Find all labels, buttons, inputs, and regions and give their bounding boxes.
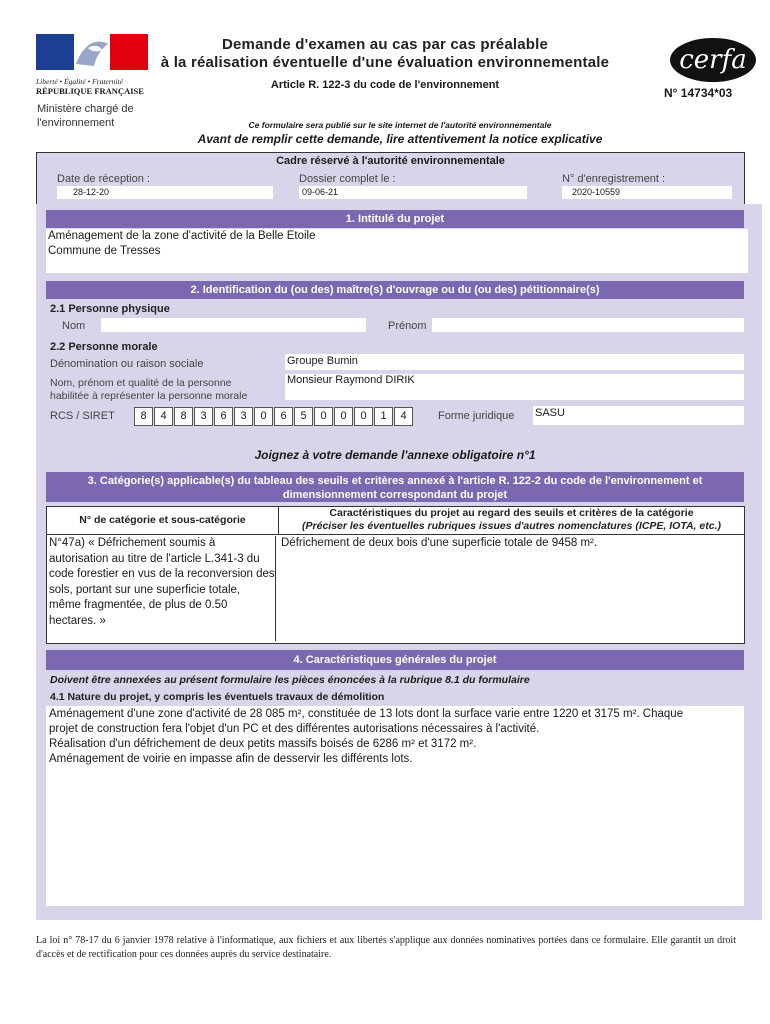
- project-title-line2: Commune de Tresses: [48, 245, 161, 257]
- form-title-line1: Demande d'examen au cas par cas préalable: [221, 36, 549, 53]
- project-nature-field[interactable]: [46, 706, 744, 906]
- category-cell[interactable]: N°47a) « Défrichement soumis à autorisation au titre de l'article L.341-3 du code forestier en vus de la reconversion des sols, portant sur une superficie totale, même fragmentée, de plus de 0.50 hectares. »: [49, 536, 276, 641]
- section1-header: 1. Intitulé du projet: [46, 210, 744, 228]
- reception-date-label: Date de réception :: [57, 173, 150, 185]
- logo-republic: RÉPUBLIQUE FRANÇAISE: [36, 86, 144, 96]
- siret-digit-box[interactable]: 5: [294, 407, 313, 426]
- denomination-label: Dénomination ou raison sociale: [50, 358, 204, 370]
- legal-form-field[interactable]: SASU: [533, 406, 744, 425]
- characteristics-cell[interactable]: Défrichement de deux bois d'une superficie totale de 9458 m².: [281, 537, 598, 549]
- siret-digit-box[interactable]: 4: [154, 407, 173, 426]
- siret-digit-box[interactable]: 0: [254, 407, 273, 426]
- siret-digit-box[interactable]: 1: [374, 407, 393, 426]
- siret-digit-box[interactable]: 0: [354, 407, 373, 426]
- siret-digit-box[interactable]: 6: [274, 407, 293, 426]
- form-title-line2: à la réalisation éventuelle d'une évaluation environnementale: [160, 54, 610, 71]
- section2-header: 2. Identification du (ou des) maître(s) d'ouvrage ou du (ou des) pétitionnaire(s): [46, 281, 744, 299]
- characteristics-col-header: [279, 507, 744, 535]
- rcs-siret-label: RCS / SIRET: [50, 410, 115, 422]
- complete-date-field[interactable]: 09-06-21: [299, 186, 527, 199]
- project-nature-line3: Réalisation d'un défrichement de deux petits massifs boisés de 6286 m² et 3172 m².: [49, 738, 477, 750]
- nom-label: Nom: [62, 320, 86, 332]
- instruction-note: Avant de remplir cette demande, lire attentivement la notice explicative: [197, 132, 603, 146]
- republique-francaise-logo: [36, 34, 148, 96]
- section4-header: 4. Caractéristiques générales du projet: [46, 650, 744, 670]
- section4-annex-note: Doivent être annexées au présent formulaire les pièces énoncées à la rubrique 8.1 du formulaire: [50, 674, 530, 686]
- project-nature-line2: projet de construction fera l'objet d'un PC et des différentes autorisations nécessaires à l'activité.: [49, 723, 540, 735]
- marianne-icon: [36, 34, 148, 70]
- siret-digit-box[interactable]: 0: [314, 407, 333, 426]
- nom-field[interactable]: [101, 318, 366, 332]
- moral-person-title: 2.2 Personne morale: [50, 341, 158, 353]
- reception-date-field[interactable]: 28-12-20: [57, 186, 273, 199]
- representative-field[interactable]: Monsieur Raymond DIRIK: [285, 374, 744, 400]
- registration-field[interactable]: 2020-10559: [562, 186, 732, 199]
- registration-label: N° d'enregistrement :: [562, 173, 666, 185]
- siret-digit-box[interactable]: 4: [394, 407, 413, 426]
- legal-form-label: Forme juridique: [438, 410, 515, 422]
- siret-digit-box[interactable]: 8: [174, 407, 193, 426]
- project-nature-line4: Aménagement de voirie en impasse afin de desservir les différents lots.: [49, 753, 413, 765]
- siret-digit-box[interactable]: 8: [134, 407, 153, 426]
- project-nature-line1: Aménagement d'une zone d'activité de 28 085 m², constituée de 13 lots dont la surface varie entre 1220 et 3175 m². Chaque: [49, 708, 684, 720]
- ministry-label: Ministère chargé de l'environnement: [37, 103, 134, 129]
- project-title-field[interactable]: [46, 229, 748, 273]
- siret-digit-box[interactable]: 3: [194, 407, 213, 426]
- siret-digit-box[interactable]: 0: [334, 407, 353, 426]
- footer-legal-note: La loi n° 78-17 du 6 janvier 1978 relative à l'informatique, aux fichiers et aux libertés s'applique aux données nominatives portées dans ce formulaire. Elle garantit un droit d'accès et de rectification pour ces données auprès du service destinataire.: [36, 935, 736, 960]
- siret-field[interactable]: [134, 406, 419, 426]
- siret-digit-box[interactable]: 6: [214, 407, 233, 426]
- characteristics-header-line2: (Préciser les éventuelles rubriques issues d'autres nomenclatures (ICPE, IOTA, etc.): [302, 520, 721, 532]
- article-reference: Article R. 122-3 du code de l'environnement: [270, 79, 500, 91]
- complete-date-label: Dossier complet le :: [299, 173, 396, 185]
- category-col-header: N° de catégorie et sous-catégorie: [47, 507, 279, 535]
- annex-note: Joignez à votre demande l'annexe obligatoire n°1: [254, 448, 536, 462]
- denomination-field[interactable]: Groupe Bumin: [285, 354, 744, 370]
- section3-title-line2: dimensionnement correspondant du projet: [282, 489, 508, 501]
- characteristics-header-line1: Caractéristiques du projet au regard des seuils et critères de la catégorie: [329, 507, 694, 519]
- section3-header: [46, 472, 744, 502]
- category-table: [46, 506, 745, 644]
- section3-title-line1: 3. Catégorie(s) applicable(s) du tableau des seuils et critères annexé à l'article R. 122-2 du code de l'environnement et: [87, 475, 703, 487]
- representative-label-2: habilitée à représenter la personne morale: [50, 390, 248, 402]
- siret-digit-box[interactable]: 3: [234, 407, 253, 426]
- project-title-line1: Aménagement de la zone d'activité de la Belle Etoile: [48, 230, 316, 242]
- reserved-title: Cadre réservé à l'autorité environnementale: [276, 155, 505, 167]
- publication-note: Ce formulaire sera publié sur le site internet de l'autorité environnementale: [248, 120, 552, 130]
- physical-person-title: 2.1 Personne physique: [50, 303, 170, 315]
- representative-label-1: Nom, prénom et qualité de la personne: [50, 377, 232, 389]
- cerfa-logo: cerfa: [670, 38, 756, 82]
- logo-motto: Liberté • Égalité • Fraternité: [36, 77, 123, 86]
- prenom-field[interactable]: [432, 318, 744, 332]
- prenom-label: Prénom: [388, 320, 427, 332]
- section4-subtitle: 4.1 Nature du projet, y compris les éventuels travaux de démolition: [50, 691, 385, 703]
- cerfa-number: N° 14734*03: [664, 86, 733, 100]
- reserved-box: [36, 152, 745, 206]
